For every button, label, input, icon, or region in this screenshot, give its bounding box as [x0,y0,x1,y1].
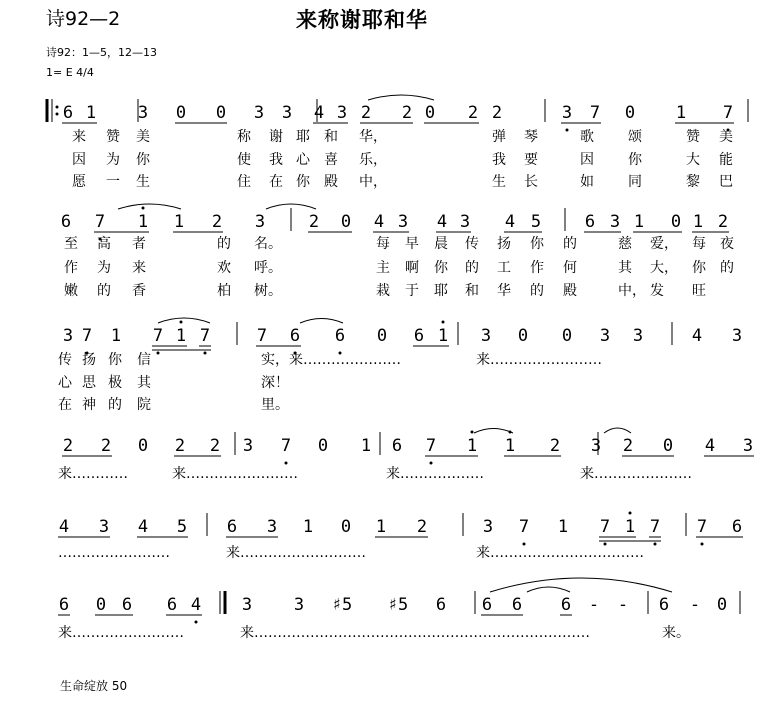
note: 3 [590,436,602,456]
note: 0 [317,436,329,456]
note: 4 [704,436,716,456]
note: 0 [662,436,674,456]
lyric: 晨 [434,236,448,252]
lyric: 来 [72,129,86,145]
note: 3 [336,103,348,123]
note: 4 [373,212,385,232]
lyric: 住 [237,174,251,190]
note: 6 [166,595,178,615]
lyric: 心 [58,375,72,391]
octave-dot [442,321,445,324]
note: 0 [517,326,529,346]
note: 7 [599,517,611,537]
lyric: 于 [405,283,419,299]
lyric: 黎 [686,174,700,190]
lyric: 信 [137,352,151,368]
slur [527,587,570,592]
note: 3 [293,595,305,615]
octave-dot [701,543,704,546]
note: 1 [302,517,314,537]
note: 2 [174,436,186,456]
note: 6 [58,595,70,615]
lyric: 谢 [269,129,283,145]
note: 2 [717,212,729,232]
note: 6 [334,326,346,346]
note: 5 [530,212,542,232]
note: 2 [401,103,413,123]
note: 2 [209,436,221,456]
note: 0 [137,436,149,456]
octave-dot [195,621,198,624]
note: 3 [253,103,265,123]
note: 3 [742,436,754,456]
lyric: 栽 [376,283,390,299]
note: 0 [376,326,388,346]
note: 1 [173,212,185,232]
note: 1 [110,326,122,346]
octave-dot [654,543,657,546]
lyric: 如 [580,174,594,190]
note: 1 [175,326,187,346]
lyric: 能 [719,152,733,168]
song-title: 来称谢耶和华 [296,8,428,32]
note: 1 [85,103,97,123]
note: 1 [466,436,478,456]
note: 1 [692,212,704,232]
lyric: 名。 [254,236,282,252]
lyric: 早 [405,236,419,252]
note: 6 [226,517,238,537]
note: 4 [436,212,448,232]
lyric: 使 [237,152,251,168]
lyric: 来…………………… [172,466,298,482]
note: 1 [375,517,387,537]
lyric: 来………… [58,466,128,482]
lyric: 来……………………………………………………………… [240,625,590,641]
slur [118,204,181,209]
octave-dot [430,462,433,465]
note: 2 [416,517,428,537]
octave-dot [566,129,569,132]
lyric: 神 [82,397,96,413]
note: 3 [137,103,149,123]
note: 2 [100,436,112,456]
note: 7 [696,517,708,537]
lyric: 为 [97,260,111,276]
lyric: 和 [465,283,479,299]
note: 3 [241,595,253,615]
note: 0 [561,326,573,346]
note: 1 [633,212,645,232]
lyric: 心 [296,152,310,168]
lyric: 愿 [72,174,86,190]
lyric: 一 [106,174,120,190]
note: 2 [308,212,320,232]
note: 7 [722,103,734,123]
lyric: 来…………………………… [476,545,644,561]
note: 4 [691,326,703,346]
note: 1 [504,436,516,456]
lyric: 你 [628,152,642,168]
note: - [617,595,629,615]
lyric: 何 [563,260,577,276]
scripture-reference: 诗92：1—5，12—13 [46,46,157,59]
lyric: 你 [296,174,310,190]
lyric: 夜 [720,236,734,252]
lyric: 生 [492,174,506,190]
lyric: 每 [376,236,390,252]
lyric: 树。 [254,283,282,299]
lyric: 因 [580,152,594,168]
lyric: 美 [719,129,733,145]
slur [158,318,210,323]
note: 2 [549,436,561,456]
lyric: 扬 [82,352,96,368]
note: 6 [584,212,596,232]
note: 6 [435,595,447,615]
note: 3 [599,326,611,346]
note: 1 [675,103,687,123]
note: 0 [424,103,436,123]
lyric: 因 [72,152,86,168]
note: 7 [589,103,601,123]
note: 7 [199,326,211,346]
note: 3 [482,517,494,537]
octave-dot [157,352,160,355]
note: 7 [649,517,661,537]
octave-dot [204,352,207,355]
note: 4 [58,517,70,537]
note: 1 [360,436,372,456]
note: 4 [313,103,325,123]
octave-dot [471,431,474,434]
footer-label: 生命绽放 50 [60,679,128,693]
note: 7 [425,436,437,456]
lyric: 极 [108,375,122,391]
note: 1 [437,326,449,346]
lyric: 华， [359,129,387,145]
lyric: 你 [136,152,150,168]
note: 6 [481,595,493,615]
note: 1 [137,212,149,232]
lyric: 美 [136,129,150,145]
lyric: 啊 [405,260,419,276]
note: 6 [289,326,301,346]
note: 6 [391,436,403,456]
lyric: 传 [465,236,479,252]
slur [368,95,434,100]
note: 6 [511,595,523,615]
note: 7 [81,326,93,346]
note: 7 [152,326,164,346]
note: 0 [215,103,227,123]
note: 0 [624,103,636,123]
lyric: 你 [692,260,706,276]
note: 6 [60,212,72,232]
note: 4 [504,212,516,232]
lyric: 颂 [628,129,642,145]
lyric: 来……………………… [226,545,366,561]
note: 0 [340,212,352,232]
note: 3 [98,517,110,537]
note: ♯5 [387,595,409,615]
lyric: 实，来………………… [261,352,401,368]
note: 3 [561,103,573,123]
note: 2 [62,436,74,456]
lyric: 柏 [217,283,231,299]
note: 3 [62,326,74,346]
lyric: 弹 [492,129,506,145]
octave-dot [56,106,59,109]
lyric: 歌 [580,129,594,145]
lyric: 作 [64,260,78,276]
note: 6 [413,326,425,346]
lyric: 我 [492,152,506,168]
lyric: 的 [563,236,577,252]
note: 4 [190,595,202,615]
lyric: 的 [530,283,544,299]
lyric: 来 [132,260,146,276]
lyric: 殿 [324,174,338,190]
lyric: 生 [136,174,150,190]
octave-dot [56,113,59,116]
note: 0 [95,595,107,615]
note: 2 [491,103,503,123]
note: 7 [94,212,106,232]
lyric: 高 [97,236,111,252]
lyric: 中， [359,174,387,190]
lyric: 殿 [563,283,577,299]
lyric: 嫩 [64,283,78,299]
lyric: 来………………… [580,466,692,482]
lyric: 耶 [296,129,310,145]
note: 0 [670,212,682,232]
lyric: 工 [497,260,511,276]
note: ♯5 [331,595,353,615]
slur [604,428,631,433]
note: 5 [176,517,188,537]
lyric: 我 [269,152,283,168]
lyric: 每 [692,236,706,252]
octave-dot [285,462,288,465]
lyric: 同 [628,174,642,190]
note: 3 [731,326,743,346]
lyric: 你 [434,260,448,276]
slur [490,578,672,592]
lyric: 你 [108,352,122,368]
note: 2 [360,103,372,123]
octave-dot [629,512,632,515]
note: 3 [397,212,409,232]
lyric: 其 [618,260,632,276]
lyric: 为 [106,152,120,168]
note: 0 [175,103,187,123]
lyric: 传 [58,352,72,368]
note: 7 [256,326,268,346]
note: 2 [622,436,634,456]
note: 3 [254,212,266,232]
note: 4 [137,517,149,537]
lyric: 喜 [324,152,338,168]
note: 2 [467,103,479,123]
lyric: 来…………………… [476,352,602,368]
lyric: 琴 [524,129,538,145]
lyric: 香 [132,283,146,299]
lyric: 思 [82,375,96,391]
note: 6 [121,595,133,615]
lyric: 者 [132,236,146,252]
octave-dot [142,207,145,210]
note: 6 [560,595,572,615]
lyric: 在 [269,174,283,190]
lyric: 里。 [261,397,289,413]
note: 1 [557,517,569,537]
lyric: 作 [530,260,544,276]
key-time-signature: 1= E 4/4 [46,66,94,79]
lyric: 至 [64,236,78,252]
lyric: 其 [137,375,151,391]
lyric: 院 [137,397,151,413]
lyric: 巴 [719,174,733,190]
note: 0 [716,595,728,615]
lyric: 长 [524,174,538,190]
lyric: 深！ [261,375,289,391]
lyric: 欢 [217,260,231,276]
lyric: 的 [217,236,231,252]
note: 7 [518,517,530,537]
lyric: 的 [465,260,479,276]
slur [300,319,343,324]
lyric: 中， [618,283,646,299]
lyric: 赞 [106,129,120,145]
lyric: …………………… [58,545,170,561]
lyric: 爱， [650,236,678,252]
note: 6 [731,517,743,537]
lyric: 旺 [692,283,706,299]
lyric: 发 [650,283,664,299]
lyric: 的 [108,397,122,413]
note: 0 [340,517,352,537]
lyric: 来…………………… [58,625,184,641]
lyric: 大 [686,152,700,168]
note: 1 [624,517,636,537]
note: 7 [280,436,292,456]
lyric: 大， [650,260,678,276]
note: 3 [459,212,471,232]
lyric: 耶 [434,283,448,299]
note: - [689,595,701,615]
lyric: 乐， [359,152,387,168]
note: 6 [62,103,74,123]
lyric: 赞 [686,129,700,145]
lyric: 扬 [497,236,511,252]
note: 3 [242,436,254,456]
note: 6 [658,595,670,615]
note: 2 [211,212,223,232]
lyric: 来。 [662,625,690,641]
note: 3 [281,103,293,123]
lyric: 在 [58,397,72,413]
note: 3 [480,326,492,346]
note: 3 [609,212,621,232]
note: 3 [266,517,278,537]
lyric: 要 [524,152,538,168]
hymn-number: 诗92—2 [46,8,121,30]
lyric: 主 [376,260,390,276]
lyric: 的 [97,283,111,299]
lyric: 和 [324,129,338,145]
lyric: 华 [497,283,511,299]
lyric: 慈 [618,236,632,252]
note: 3 [632,326,644,346]
lyric: 你 [530,236,544,252]
lyric: 来……………… [386,466,484,482]
note: - [588,595,600,615]
lyric: 呼。 [254,260,282,276]
octave-dot [180,321,183,324]
lyric: 的 [720,260,734,276]
slur [474,429,513,434]
lyric: 称 [237,129,251,145]
